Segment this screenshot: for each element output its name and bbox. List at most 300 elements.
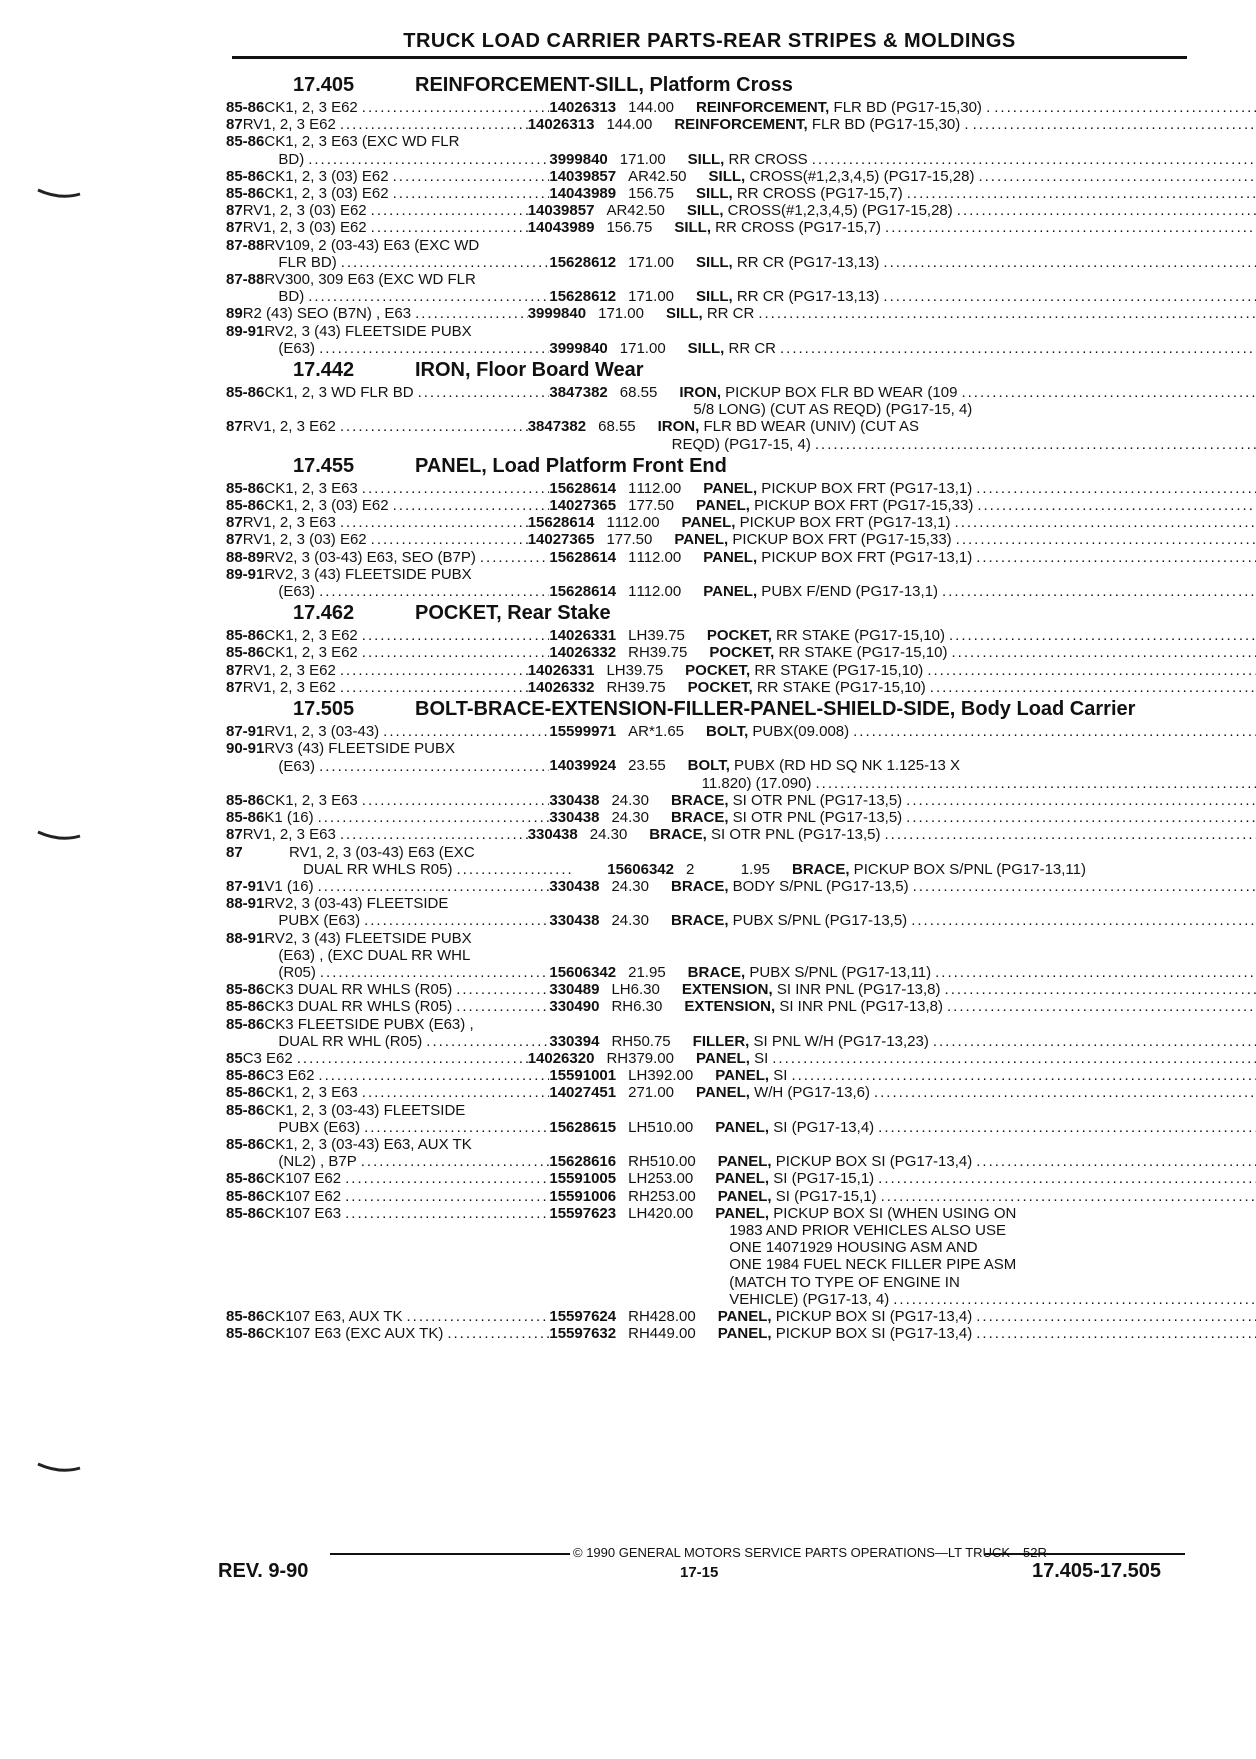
part-number: 14027451: [549, 1084, 617, 1102]
application-line: [264, 627, 549, 644]
quantity: 1: [628, 548, 637, 566]
description: [696, 1136, 1256, 1170]
description-text: CROSS(#1,2,3,4,5) (PG17-15,28): [745, 167, 975, 185]
price: 112.00: [614, 514, 660, 532]
price: 253.00: [647, 1170, 694, 1188]
application-line: [243, 116, 528, 133]
quantity: RH: [606, 1049, 629, 1067]
dot-leader: [772, 1050, 1256, 1067]
model-years: 87-91: [226, 723, 265, 741]
description-text: PICKUP BOX SI (PG17-13,4): [771, 1307, 973, 1325]
dot-leader: [340, 826, 528, 843]
quantity: 6: [619, 384, 629, 402]
part-number: 14027365: [549, 497, 617, 515]
application-line: [243, 219, 528, 236]
part-number: 14026332: [549, 644, 617, 662]
price: 71.00: [628, 150, 666, 168]
part-name: PANEL,: [696, 1084, 750, 1102]
model-years: 85-86: [226, 185, 265, 203]
application-line: [264, 237, 549, 254]
description-text: PICKUP BOX SI (PG17-13,4): [771, 1153, 973, 1171]
quantity: 2: [611, 877, 620, 895]
dot-leader: [318, 809, 550, 826]
part-number: 330489: [549, 981, 600, 999]
dot-leader: [791, 1067, 1256, 1084]
application-text: CK1, 2, 3 (03-43) E63, AUX TK: [264, 1135, 472, 1153]
description: [649, 878, 1256, 895]
application-text: BD): [278, 288, 305, 306]
part-number: 3999840: [549, 150, 608, 168]
description: [627, 826, 1256, 843]
dot-leader: [308, 288, 549, 305]
application-line: [264, 384, 549, 401]
application-line: [243, 1050, 528, 1067]
description-line: [696, 497, 1256, 514]
part-name: POCKET,: [709, 644, 775, 662]
parts-listing: [226, 72, 1191, 1342]
part-row: [226, 878, 1191, 895]
part-row: [226, 531, 1191, 548]
description-line: [709, 644, 1256, 661]
part-number: 15597624: [549, 1307, 617, 1325]
application-line: [243, 514, 528, 531]
price: 510.00: [649, 1153, 696, 1171]
application-line: [243, 531, 528, 548]
dot-leader: [853, 723, 1256, 740]
application-line: [264, 1102, 549, 1119]
part-name: PANEL,: [715, 1170, 770, 1188]
quantity: 2: [628, 963, 637, 981]
description-text: PICKUP BOX FLR BD WEAR (109: [721, 384, 958, 402]
part-row: [226, 1084, 1191, 1101]
application: [243, 679, 528, 696]
description-text: RR STAKE (PG17-15,10): [750, 661, 924, 679]
description-text: RR CR: [702, 305, 755, 323]
description-text: PICKUP BOX FRT (PG17-13,1): [757, 479, 973, 497]
dot-leader: [345, 1170, 549, 1187]
application-text: C3 E62: [264, 1067, 315, 1085]
part-number: 3999840: [549, 339, 608, 357]
description-line: [679, 384, 1256, 401]
part-row: [226, 1050, 1191, 1067]
part-row: [226, 497, 1191, 514]
section-title-rest: Platform Cross: [643, 74, 793, 96]
application-line: [264, 895, 549, 912]
quantity: 1: [628, 288, 637, 306]
application-line: [264, 644, 549, 661]
application-line: [264, 947, 549, 964]
description: [665, 202, 1256, 219]
quantity: AR: [628, 167, 649, 185]
quantity: RH: [611, 1032, 634, 1050]
model-years: 85-86: [226, 384, 265, 402]
application-text: CK107 E62: [264, 1170, 342, 1188]
application: [264, 930, 549, 982]
description-line: [703, 480, 1256, 497]
application: [264, 1188, 549, 1205]
description: [681, 549, 1256, 566]
dot-leader: [780, 340, 1256, 357]
part-number: 14039857: [549, 167, 617, 185]
binder-hole-mark: [36, 828, 82, 842]
price: 8.55: [628, 384, 658, 402]
application: [264, 1067, 549, 1084]
application: [264, 878, 549, 895]
quantity: RH: [628, 644, 650, 662]
model-years: 87: [226, 678, 243, 696]
application-line: [264, 878, 549, 895]
part-name: SILL,: [696, 253, 733, 271]
description-line: [688, 757, 1256, 774]
part-number: 15628612: [549, 288, 617, 306]
part-name: PANEL,: [696, 497, 750, 515]
application: [264, 1102, 549, 1136]
application-line: [264, 340, 549, 357]
section-number: 17.455: [293, 454, 355, 477]
description-line: [671, 792, 1256, 809]
description-text: W/H (PG17-13,6): [749, 1084, 870, 1102]
price: 39.75: [628, 678, 666, 696]
model-years: 87: [226, 202, 243, 220]
description: [693, 1205, 1256, 1308]
application-line: [243, 826, 528, 843]
description-text: SI INR PNL (PG17-13,8): [775, 998, 944, 1016]
application-line: [264, 930, 549, 947]
part-row: [226, 792, 1191, 809]
dot-leader: [340, 418, 528, 435]
application-text: C3 E62: [242, 1049, 293, 1067]
quantity: RH: [628, 1325, 650, 1343]
quantity: LH: [606, 661, 626, 679]
application-line: [264, 981, 549, 998]
section-title: [415, 361, 1191, 380]
model-years: 85-86: [226, 1101, 265, 1119]
revision-label: REV. 9-90: [218, 1560, 309, 1582]
part-row: [226, 99, 1191, 116]
description-line: [685, 662, 1256, 679]
description-line: [715, 1274, 1256, 1291]
part-name: PANEL,: [715, 1067, 770, 1085]
dot-leader: [393, 497, 550, 514]
part-number: 3847382: [549, 384, 608, 402]
description-text: RR CROSS (PG17-15,7): [711, 219, 882, 237]
description-text: PUBX S/PNL (PG17-13,11): [745, 963, 932, 981]
part-name: PANEL,: [715, 1118, 770, 1136]
price: 112.00: [636, 548, 682, 566]
application-text: (E63): [278, 583, 316, 601]
dot-leader: [308, 151, 549, 168]
section-title-main: REINFORCEMENT-SILL,: [415, 74, 644, 96]
application-text: FLR BD): [278, 253, 337, 271]
model-years: 85-86: [226, 1325, 265, 1343]
application-text: CK107 E63, AUX TK: [264, 1307, 403, 1325]
part-name: SILL,: [686, 202, 724, 220]
price: 39.75: [647, 627, 685, 645]
application-text: RV1, 2, 3 E63: [242, 514, 336, 532]
part-row: [226, 981, 1191, 998]
quantity: RH: [611, 998, 634, 1016]
description-text: SI OTR PNL (PG17-13,5): [728, 809, 903, 827]
description-text: BODY S/PNL (PG17-13,5): [728, 877, 909, 895]
application-line: [264, 185, 549, 202]
section-number: 17.505: [293, 698, 355, 721]
description-text: PICKUP BOX SI (PG17-13,4): [771, 1325, 973, 1343]
part-number: 14026331: [549, 627, 617, 645]
quantity: RH: [606, 678, 629, 696]
description: [693, 1102, 1256, 1136]
application-line: [243, 679, 528, 696]
part-name: BRACE,: [792, 860, 850, 878]
quantity: RH: [628, 1153, 650, 1171]
description-line: [709, 168, 1256, 185]
dot-leader: [957, 202, 1256, 219]
quantity: 1: [628, 185, 637, 203]
application: [264, 895, 549, 929]
dot-leader: [883, 288, 1256, 305]
price: 3.55: [636, 757, 666, 775]
application: [264, 723, 549, 740]
application-line: [289, 844, 574, 861]
part-name: SILL,: [674, 219, 711, 237]
application-text: CK1, 2, 3 E63: [264, 1084, 358, 1102]
part-row: [226, 219, 1191, 236]
application-text: RV3 (43) FLEETSIDE PUBX: [264, 740, 455, 758]
part-row: [226, 998, 1191, 1015]
price: 112.00: [636, 479, 682, 497]
application: [264, 497, 549, 514]
application-text: CK107 E63: [264, 1204, 342, 1222]
binder-hole-mark: [36, 186, 82, 200]
quantity: 1: [619, 150, 629, 168]
description-text: RR STAKE (PG17-15,10): [774, 644, 948, 662]
dot-leader: [930, 679, 1256, 696]
dot-leader: [456, 981, 549, 998]
application-line: [289, 861, 574, 878]
application-line: [264, 1084, 549, 1101]
application: [264, 237, 549, 271]
part-number: 330490: [549, 998, 600, 1016]
application-text: DUAL RR WHL (R05): [278, 1032, 423, 1050]
description-line: [649, 826, 1256, 843]
description-line: [688, 679, 1256, 696]
description: [649, 792, 1256, 809]
dot-leader: [976, 1153, 1256, 1170]
part-number: 3847382: [527, 418, 587, 436]
model-years: 87-88: [226, 271, 265, 289]
application-text: RV2, 3 (43) FLEETSIDE PUBX: [264, 929, 472, 947]
part-name: SILL,: [696, 288, 733, 306]
description: [674, 237, 1256, 271]
description-line: [682, 981, 1256, 998]
application: [264, 549, 549, 566]
part-number: 14027365: [527, 531, 595, 549]
section-number: 17.442: [293, 359, 355, 382]
footer-rule: [330, 1553, 570, 1555]
price: 50.75: [633, 1032, 671, 1050]
application: [243, 305, 528, 322]
binder-hole-mark: [36, 1460, 82, 1474]
description-text: FLR BD WEAR (UNIV) (CUT AS: [699, 418, 920, 436]
application-text: CK1, 2, 3 WD FLR BD: [264, 384, 414, 402]
application: [243, 826, 528, 843]
part-row: [226, 549, 1191, 566]
application-text: RV1, 2, 3 E62: [242, 116, 336, 134]
description-line: [696, 1050, 1256, 1067]
part-number: 330438: [549, 877, 600, 895]
part-row: [226, 844, 1191, 878]
description-line: [682, 514, 1256, 531]
part-number: 330438: [549, 809, 600, 827]
application: [264, 168, 549, 185]
section-heading: [226, 699, 1191, 720]
model-years: 87-88: [226, 236, 265, 254]
section-title-main: PANEL, Load Platform Front End: [415, 454, 727, 477]
model-years: 85-86: [226, 981, 265, 999]
model-years: 85-86: [226, 479, 265, 497]
application-text: CK3 DUAL RR WHLS (R05): [264, 981, 453, 999]
description-text: REQD) (PG17-15, 4): [671, 435, 811, 453]
model-years: 87: [226, 418, 243, 436]
model-years: 85: [226, 1049, 243, 1067]
dot-leader: [371, 202, 528, 219]
application-text: (E63) , (EXC DUAL RR WHL: [278, 946, 471, 964]
application-text: CK3 DUAL RR WHLS (R05): [264, 998, 453, 1016]
description-line: [696, 185, 1256, 202]
application-text: CK1, 2, 3 (03) E62: [264, 497, 389, 515]
application: [264, 323, 549, 357]
application: [264, 1136, 549, 1170]
part-name: REINFORCEMENT,: [674, 116, 808, 134]
description-text: ONE 1984 FUEL NECK FILLER PIPE ASM: [729, 1256, 1017, 1274]
model-years: 85-86: [226, 1187, 265, 1205]
part-name: PANEL,: [703, 583, 758, 601]
dot-leader: [297, 1050, 528, 1067]
description: [649, 895, 1256, 929]
model-years: 85-86: [226, 497, 265, 515]
part-number: 14026331: [527, 661, 595, 679]
application-line: [243, 305, 528, 322]
price: 253.00: [649, 1187, 696, 1205]
quantity: 6: [598, 418, 607, 436]
description: [770, 844, 1191, 878]
part-row: [226, 1136, 1191, 1170]
description-text: CROSS(#1,2,3,4,5) (PG17-15,28): [723, 202, 953, 220]
dot-leader: [907, 185, 1256, 202]
application-line: [264, 583, 549, 600]
application-text: DUAL RR WHLS R05): [303, 860, 453, 878]
dot-leader: [371, 219, 528, 236]
application: [264, 1170, 549, 1187]
part-number: 15597623: [549, 1204, 617, 1222]
price: 449.00: [649, 1325, 696, 1343]
price: 1.95: [740, 860, 770, 878]
application-text: CK107 E62: [264, 1187, 342, 1205]
dot-leader: [362, 627, 550, 644]
application-line: [264, 740, 549, 757]
application-text: RV2, 3 (43) FLEETSIDE PUBX: [264, 322, 472, 340]
page-number: 17-15: [680, 1564, 719, 1581]
application-text: CK1, 2, 3 E62: [264, 99, 358, 116]
description-text: RR CROSS: [724, 150, 808, 168]
description-line: [671, 878, 1256, 895]
application-text: BD): [278, 150, 305, 168]
application: [243, 219, 528, 236]
part-name: PANEL,: [681, 514, 736, 532]
application-line: [264, 758, 549, 775]
part-name: POCKET,: [687, 678, 753, 696]
application-text: V1 (16): [264, 877, 314, 895]
part-name: BRACE,: [649, 826, 707, 844]
dot-leader: [955, 514, 1256, 531]
part-row: [226, 271, 1191, 305]
part-row: [226, 1102, 1191, 1136]
part-row: [226, 202, 1191, 219]
application-line: [264, 271, 549, 288]
description-text: PUBX F/END (PG17-13,1): [757, 583, 939, 601]
part-number: 14039924: [549, 757, 617, 775]
description-line: [674, 219, 1256, 236]
dot-leader: [758, 305, 1256, 322]
description: [662, 998, 1256, 1015]
dot-leader: [884, 826, 1256, 843]
model-years: 85-86: [226, 644, 265, 662]
application-text: RV1, 2, 3 (03) E62: [242, 202, 367, 220]
application-line: [264, 1325, 549, 1342]
part-name: PANEL,: [717, 1307, 772, 1325]
description-line: [718, 1325, 1256, 1342]
description-text: FLR BD (PG17-15,30) .: [829, 99, 991, 116]
dot-leader: [362, 99, 550, 116]
application-text: CK1, 2, 3 E62: [264, 644, 358, 662]
part-number: 15628612: [549, 253, 617, 271]
dot-leader: [393, 185, 550, 202]
dot-leader: [906, 792, 1256, 809]
part-name: EXTENSION,: [684, 998, 776, 1016]
description-text: PUBX(09.008): [748, 723, 850, 741]
model-years: 88-91: [226, 895, 265, 913]
copyright-notice: © 1990 GENERAL MOTORS SERVICE PARTS OPERATIONS—LT TRUCK—52R: [573, 1545, 1047, 1560]
dot-leader: [951, 644, 1256, 661]
application-text: RV1, 2, 3 E63: [242, 826, 336, 844]
part-row: [226, 237, 1191, 271]
part-row: [226, 305, 1191, 322]
quantity: LH: [628, 1067, 648, 1085]
footer-rule: [985, 1553, 1185, 1555]
part-name: EXTENSION,: [681, 981, 773, 999]
dot-leader: [935, 964, 1256, 981]
dot-leader: [883, 254, 1256, 271]
quantity: LH: [628, 1118, 648, 1136]
model-years: 85-86: [226, 809, 265, 827]
application-text: RV2, 3 (03-43) FLEETSIDE: [264, 895, 449, 913]
application: [264, 1084, 549, 1101]
application-line: [264, 133, 549, 150]
application: [243, 531, 528, 548]
description-line: [674, 116, 1256, 133]
application-text: RV300, 309 E63 (EXC WD FLR: [264, 271, 476, 289]
part-row: [226, 1067, 1191, 1084]
dot-leader: [956, 531, 1256, 548]
part-name: BRACE,: [687, 963, 746, 981]
dot-leader: [345, 1188, 549, 1205]
part-name: SILL,: [696, 185, 733, 203]
quantity: RH: [628, 1307, 650, 1325]
price: 420.00: [647, 1204, 694, 1222]
application: [264, 1325, 549, 1342]
dot-leader: [426, 1033, 549, 1050]
description-line: [715, 1170, 1256, 1187]
description-line: [688, 340, 1256, 357]
